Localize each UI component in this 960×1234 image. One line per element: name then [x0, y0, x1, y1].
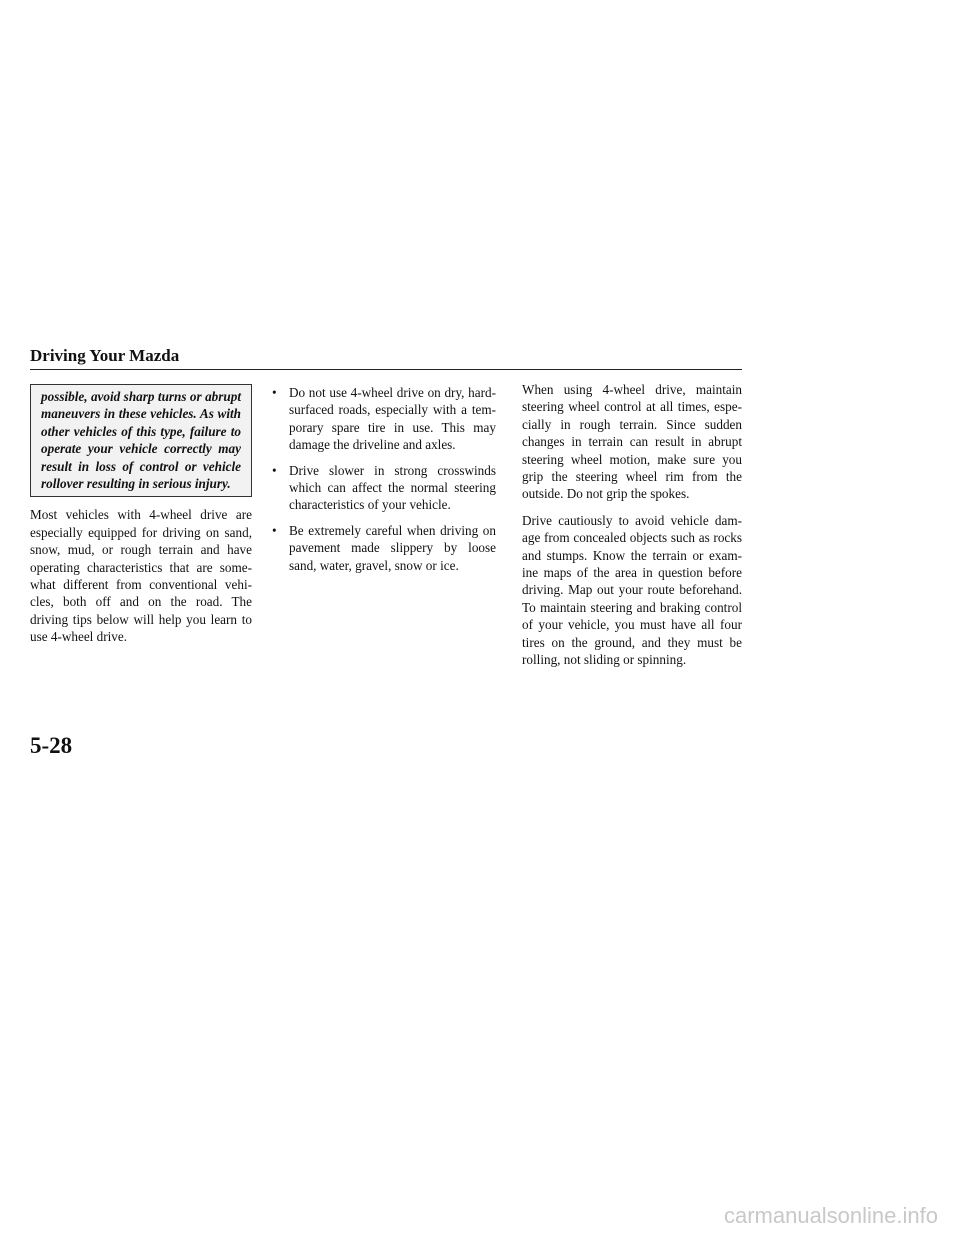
column-left [30, 384, 252, 655]
list-item [270, 462, 496, 514]
watermark: carmanualsonline.info [723, 1203, 938, 1228]
list-item-text: Be extremely careful when driving on pavement made slippery by loose sand, water, gravel, snow or ice. [289, 522, 496, 573]
column-middle [270, 384, 496, 582]
warning-box: possible, avoid sharp turns or abrupt maneuvers in these vehicles. As with other vehicles of this type, failure to operate your vehicle correctly may result in loss of control or vehicle rollover resulting in serious injury. [30, 384, 252, 497]
column-right [522, 381, 742, 678]
page-number: 5-28 [30, 733, 73, 758]
section-divider [30, 369, 742, 370]
list-item [270, 522, 496, 574]
caution-paragraph: Drive cautiously to avoid vehicle dam-age from concealed objects such as rocks and stumps. Know the terrain or exam-ine maps of the area in question before driving. Map out your route beforehand. To maintain steering and braking control of your vehicle, you must have all four tires on the ground, and they must be rolling, not sliding or spinning. [522, 512, 742, 668]
bullet-icon: • [272, 385, 277, 400]
bullet-icon: • [272, 522, 277, 538]
driving-tips-list [270, 384, 496, 574]
intro-paragraph: Most vehicles with 4-wheel drive are especially equipped for driving on sand, snow, mud, or rough terrain and have operating characteristics that are some-what different from conventional vehi-cles, both off and on the road. The driving tips below will help you learn to use 4-wheel drive. [30, 507, 252, 645]
list-item-text: Do not use 4-wheel drive on dry, hard-surfaced roads, especially with a tem-porary spare tire in use. This may damage the driveline and axles. [289, 385, 496, 453]
bullet-icon: • [272, 462, 277, 478]
steering-paragraph: When using 4-wheel drive, maintain steering wheel control at all times, espe-cially in rough terrain. Since sudden changes in terrain can result in abrupt steering wheel motion, make sure you grip the steering wheel rim from the outside. Do not grip the spokes. [522, 382, 742, 502]
section-title: Driving Your Mazda [30, 346, 180, 365]
list-item [270, 384, 496, 454]
list-item-text: Drive slower in strong crosswinds which can affect the normal steering characteristics of your vehicle. [289, 462, 496, 513]
